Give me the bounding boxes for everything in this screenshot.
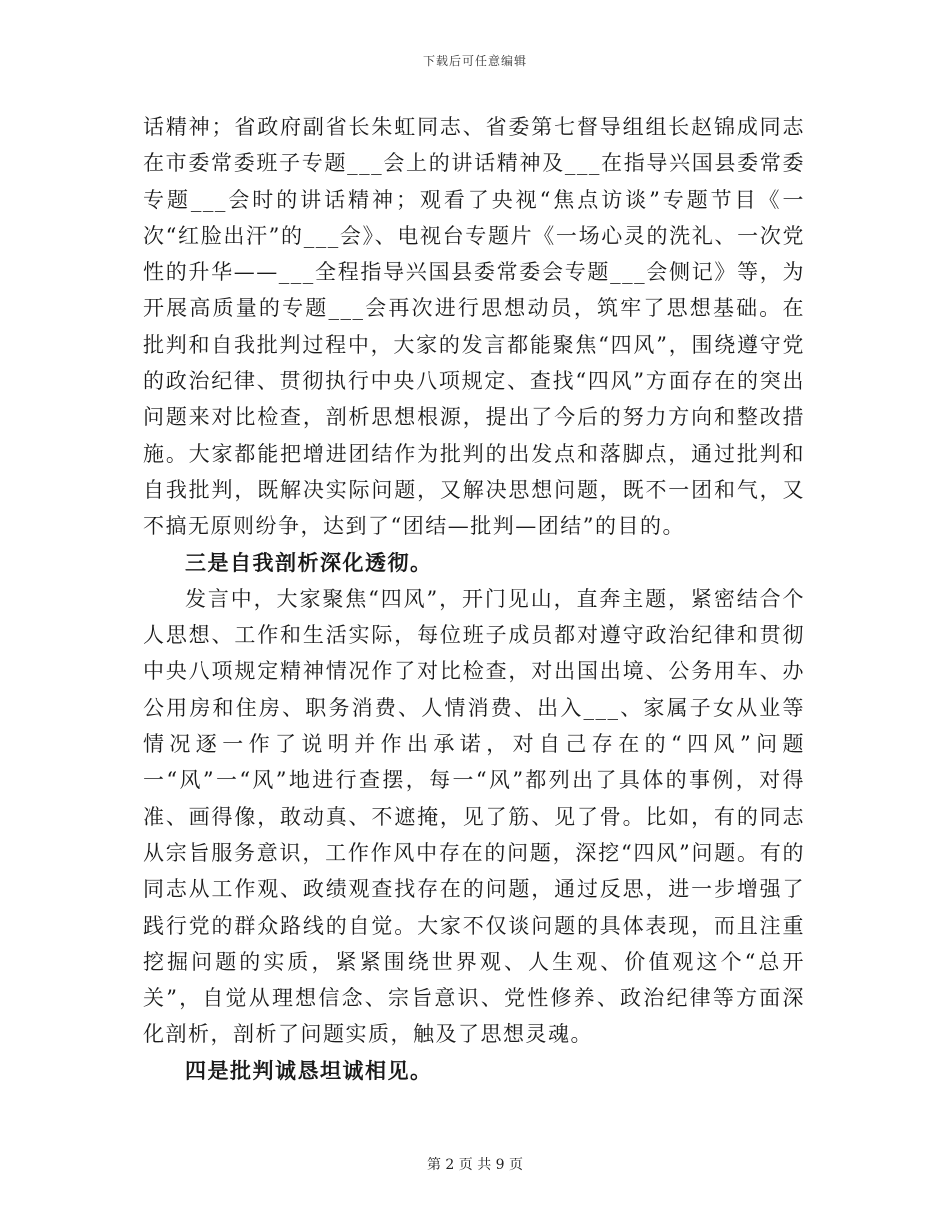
body-paragraph-self-analysis: 发言中，大家聚焦“四风”，开门见山，直奔主题，紧密结合个人思想、工作和生活实际，每位班子成员都对遵守政治纪律和贯彻中央八项规定精神情况作了对比检查，对出国出境、公务用车、办公用房和住房、职务消费、人情消费、出入___、家属子女从业等情况逐一作了说明并作出承诺，对自己存在的“四风”问题一“风”一“风”地进行查摆，每一“风”都列出了具体的事例，对得准、画得像，敢动真、不遮掩，见了筋、见了骨。比如，有的同志从宗旨服务意识，工作作风中存在的问题，深挖“四风”问题。有的同志从工作观、政绩观查找存在的问题，通过反思，进一步增强了践行党的群众路线的自觉。大家不仅谈问题的具体表现，而且注重挖掘问题的实质，紧紧围绕世界观、人生观、价值观这个“总开关”，自觉从理想信念、宗旨意识、党性修养、政治纪律等方面深化剖析，剖析了问题实质，触及了思想灵魂。 bbox=[143, 586, 805, 1047]
section-heading-4: 四是批判诚恳坦诚相见。 bbox=[185, 1057, 433, 1083]
page-header-note: 下载后可任意编辑 bbox=[422, 54, 527, 68]
page-number-footer: 第 2 页 共 9 页 bbox=[426, 1157, 524, 1173]
body-paragraph-continued: 话精神；省政府副省长朱虹同志、省委第七督导组组长赵锦成同志在市委常委班子专题___会上的讲话精神及___在指导兴国县委常委专题___会时的讲话精神；观看了央视“焦点访谈”专题节目《一次“红脸出汗”的___会》、电视台专题片《一场心灵的洗礼、一次党性的升华——___全程指导兴国县委常委会专题___会侧记》等，为开展高质量的专题___会再次进行思想动员，筑牢了思想基础。在批判和自我批判过程中，大家的发言都能聚焦“四风”，围绕遵守党的政治纪律、贯彻执行中央八项规定、查找“四风”方面存在的突出问题来对比检查，剖析思想根源，提出了今后的努力方向和整改措施。大家都能把增进团结作为批判的出发点和落脚点，通过批判和自我批判，既解决实际问题，又解决思想问题，既不一团和气，又不搞无原则纷争，达到了“团结—批判—团结”的目的。 bbox=[143, 115, 805, 539]
document-body bbox=[143, 109, 805, 1089]
section-heading-3: 三是自我剖析深化透彻。 bbox=[185, 549, 433, 575]
